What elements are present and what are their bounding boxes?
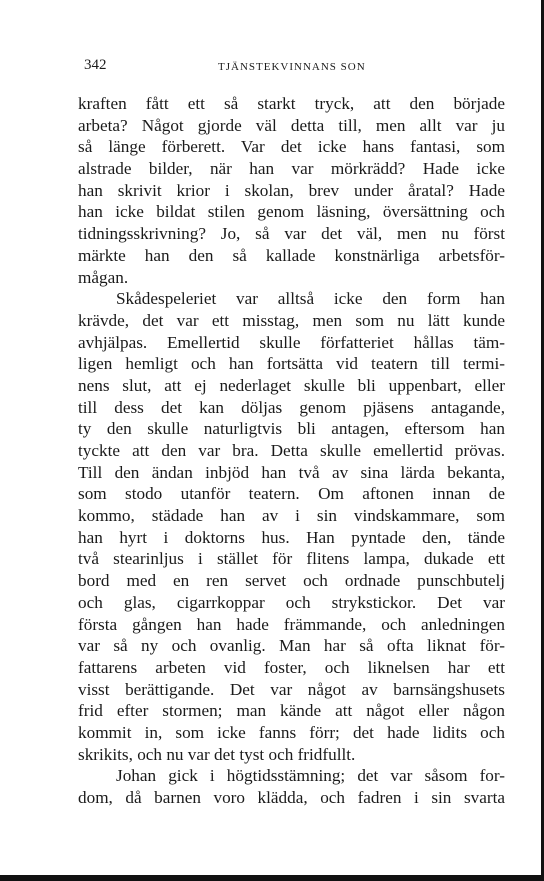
text-line: två stearinljus i stället för flitens lampa, dukade ett xyxy=(78,549,505,569)
text-line: arbeta? Något gjorde väl detta till, men allt var ju xyxy=(78,115,505,135)
text-line: han icke bildat stilen genom läsning, översättning och xyxy=(78,202,505,222)
text-line: ty den skulle naturligtvis bli antagen, eftersom han xyxy=(78,419,505,439)
text-line: han skrivit krior i skolan, brev under åratal? Hade xyxy=(78,180,505,200)
text-line: var så ny och ovanlig. Man har så ofta liknat för- xyxy=(78,636,505,656)
text-line: fattarens arbeten vid foster, och liknelsen har ett xyxy=(78,657,505,677)
text-line: avhjälpas. Emellertid skulle författeriet hållas täm- xyxy=(78,332,505,352)
text-line: han hyrt i doktorns hus. Han pyntade den, tände xyxy=(78,527,505,547)
text-line: Johan gick i högtidsstämning; det var såsom for- xyxy=(116,766,505,786)
text-line: så länge förberett. Var det icke hans fantasi, som xyxy=(78,137,505,157)
text-line: första gången han hade främmande, och anledningen xyxy=(78,614,505,634)
text-line: kommo, städade han av i sin vindskammare, som xyxy=(78,506,505,526)
page-edge-bottom xyxy=(0,875,544,881)
page-number: 342 xyxy=(84,57,107,73)
text-line: tidningsskrivning? Jo, så var det väl, men nu först xyxy=(78,224,505,244)
text-line: märkte han den så kallade konstnärliga arbetsför- xyxy=(78,245,505,265)
text-line: dom, då barnen voro klädda, och fadren i sin svarta xyxy=(78,788,505,807)
text-line: krävde, det var ett misstag, men som nu lätt kunde xyxy=(78,310,505,330)
text-line: som stodo utanför teatern. Om aftonen innan de xyxy=(78,484,505,504)
text-line: till dess det kan döljas genom pjäsens antagande, xyxy=(78,397,505,417)
text-line: ligen hemligt och han fortsätta vid teatern till termi- xyxy=(78,354,505,374)
text-line: bord med en ren servet och ordnade punschbutelj xyxy=(78,571,505,591)
running-title: TJÄNSTEKVINNANS SON xyxy=(218,61,366,73)
text-line: Till den ändan inbjöd han två av sina lärda bekanta, xyxy=(78,462,505,482)
text-line: kraften fått ett så starkt tryck, att den började xyxy=(78,94,505,113)
text-line: kommit in, som icke fanns förr; det hade lidits och xyxy=(78,722,505,742)
body-text xyxy=(78,93,505,809)
text-line: alstrade bilder, när han var mörkrädd? Hade icke xyxy=(78,159,505,179)
text-line: skrikits, och nu var det tyst och fridfullt. xyxy=(78,744,356,764)
text-line: Skådespeleriet var alltså icke den form han xyxy=(116,289,505,309)
text-line: frid efter stormen; man kände att något eller någon xyxy=(78,701,505,721)
text-line: tyckte att den var bra. Detta skulle emellertid prövas. xyxy=(78,441,505,460)
text-line: visst berättigande. Det var något av barnsängshusets xyxy=(78,679,505,699)
text-line: och glas, cigarrkoppar och strykstickor. Det var xyxy=(78,592,505,612)
text-line: nens slut, att ej nederlaget skulle bli uppenbart, eller xyxy=(78,375,505,395)
text-line: mågan. xyxy=(78,267,129,287)
